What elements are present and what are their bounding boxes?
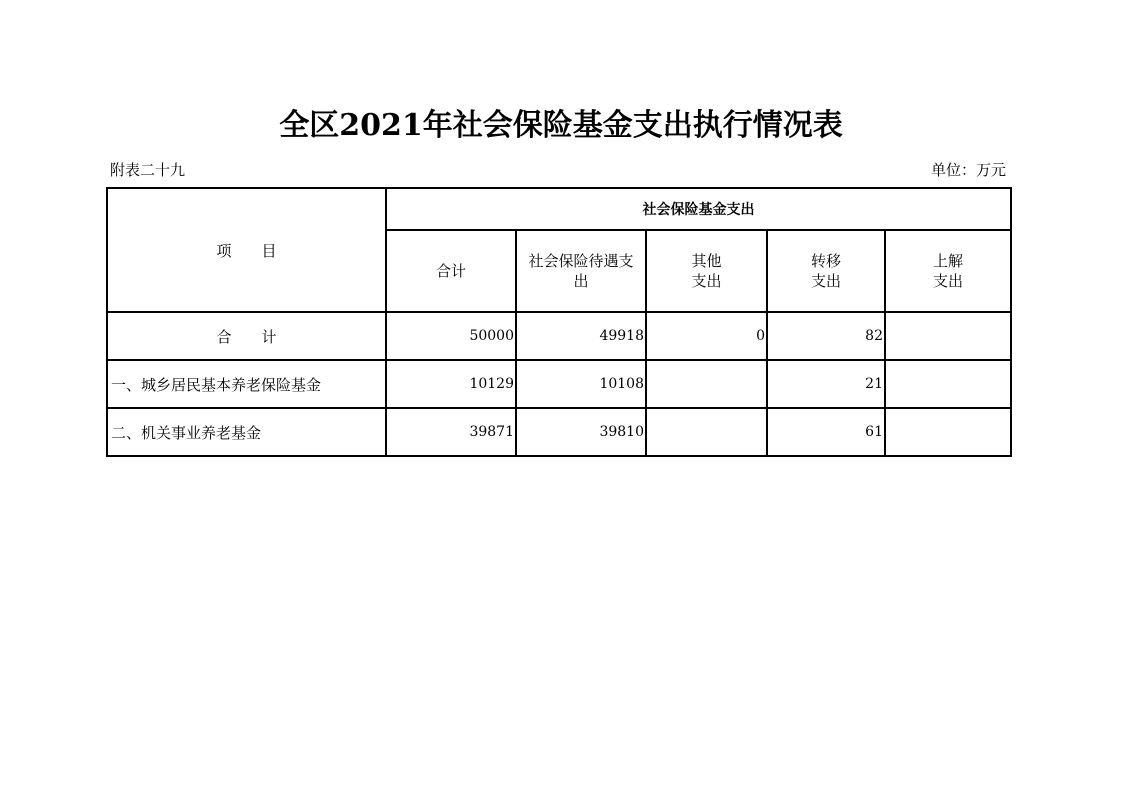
cell-total: 50000 (386, 312, 516, 360)
row-label: 一、城乡居民基本养老保险基金 (107, 360, 386, 408)
cell-remit (885, 312, 1011, 360)
cell-transfer: 61 (767, 408, 885, 456)
appendix-label: 附表二十九 (110, 161, 186, 179)
cell-other (646, 360, 767, 408)
column-header-benefits: 社会保险待遇支出 (516, 230, 646, 312)
cell-total: 10129 (386, 360, 516, 408)
row-label: 合 计 (107, 312, 386, 360)
column-header-other: 其他 支出 (646, 230, 767, 312)
column-header-total: 合计 (386, 230, 516, 312)
cell-remit (885, 360, 1011, 408)
cell-total: 39871 (386, 408, 516, 456)
column-header-remit: 上解 支出 (885, 230, 1011, 312)
item-header-text: 项 目 (216, 241, 277, 260)
cell-remit (885, 408, 1011, 456)
table-row (107, 360, 1011, 408)
cell-transfer: 21 (767, 360, 885, 408)
table-row (107, 312, 1011, 360)
cell-transfer: 82 (767, 312, 885, 360)
page-title: 全区2021年社会保险基金支出执行情况表 (279, 108, 843, 143)
unit-label: 单位：万元 (930, 161, 1006, 179)
group-column-header: 社会保险基金支出 (386, 188, 1011, 230)
item-column-header (107, 188, 386, 312)
cell-benefits: 49918 (516, 312, 646, 360)
cell-benefits: 39810 (516, 408, 646, 456)
row-label: 二、机关事业养老基金 (107, 408, 386, 456)
expenditure-table (106, 187, 1012, 457)
table-row (107, 408, 1011, 456)
column-header-transfer: 转移 支出 (767, 230, 885, 312)
cell-benefits: 10108 (516, 360, 646, 408)
cell-other (646, 408, 767, 456)
cell-other: 0 (646, 312, 767, 360)
